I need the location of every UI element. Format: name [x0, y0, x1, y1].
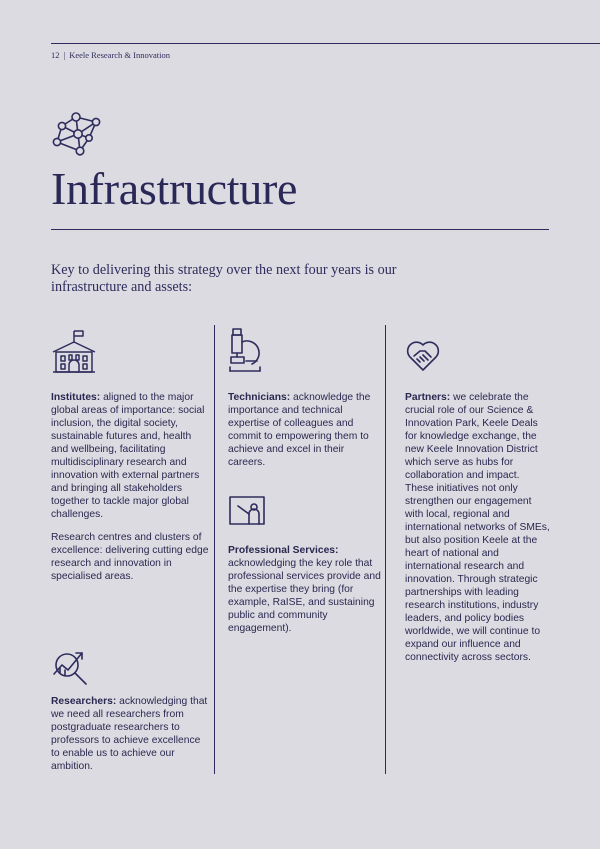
research-centres-paragraph: Research centres and clusters of excellence: delivering cutting edge research and innovation in specialised areas.: [51, 532, 209, 582]
university-building-icon: [51, 328, 97, 374]
partners-heading: Partners:: [405, 392, 451, 403]
presenter-board-icon: [228, 494, 266, 532]
technicians-block: [228, 391, 382, 469]
partners-paragraph: [405, 391, 550, 664]
running-header: [51, 50, 170, 60]
header-separator: |: [63, 50, 66, 60]
professional-services-text: acknowledging the key role that professional services provide and the expertise they bring (for example, RaISE, and sustaining public and community engagement).: [228, 558, 381, 634]
magnifier-chart-icon: [51, 648, 89, 686]
researchers-paragraph: [51, 695, 211, 773]
institutes-paragraph: [51, 391, 211, 521]
researchers-heading: Researchers:: [51, 696, 117, 707]
handshake-heart-icon: [405, 338, 441, 372]
technicians-text: acknowledge the importance and technical expertise of colleagues and commit to empowering them to achieve and excel in their careers.: [228, 392, 371, 468]
professional-services-heading: Professional Services:: [228, 545, 339, 556]
institutes-block: [51, 391, 211, 583]
researchers-text: acknowledging that we need all researchers from postgraduate researchers to professors to achieve excellence to enable us to achieve our ambition.: [51, 696, 208, 772]
partners-text: we celebrate the crucial role of our Science & Innovation Park, Keele Deals for knowledge exchange, the new Keele Innovation District which serve as hubs for collaboration and impact. These initiatives not only strengthen our engagement with local, regional and international networks of SMEs, but also position Keele at the heart of national and international research and innovation. Through strategic partnerships with leading research institutions, industry leaders, and policy bodies worldwide, we will continue to expand our influence and connectivity across sectors.: [405, 392, 550, 663]
network-nodes-icon: [51, 110, 101, 156]
title-rule: [51, 229, 549, 230]
institutes-heading: Institutes:: [51, 392, 101, 403]
technicians-paragraph: [228, 391, 382, 469]
header-rule: [51, 43, 600, 44]
institutes-text: aligned to the major global areas of importance: social inclusion, the digital society, sustainable futures and, health and wellbeing, facilitating multidisciplinary research and innovation with external partners and bringing all stakeholders together to tackle major global challenges.: [51, 392, 205, 520]
professional-services-heading-line: [228, 544, 382, 557]
partners-block: [405, 391, 550, 664]
publication-name: Keele Research & Innovation: [69, 50, 170, 60]
microscope-icon: [228, 327, 262, 375]
column-divider: [385, 325, 386, 774]
professional-services-block: [228, 544, 382, 635]
technicians-heading: Technicians:: [228, 392, 291, 403]
page-number: 12: [51, 50, 60, 60]
researchers-block: [51, 695, 211, 773]
page-title: Infrastructure: [51, 163, 298, 214]
intro-text: Key to delivering this strategy over the next four years is our infrastructure and assets:: [51, 262, 397, 295]
column-divider: [214, 325, 215, 774]
